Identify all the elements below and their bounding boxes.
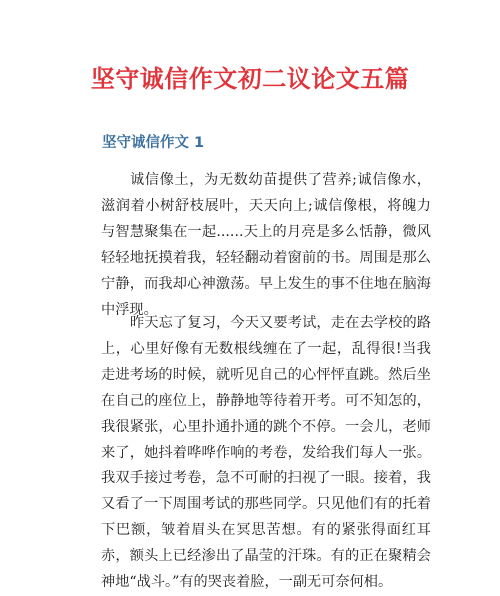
section-heading: 坚守诚信作文 1 (102, 135, 205, 151)
paragraph-1: 诚信像土，为无数幼苗提供了营养;诚信像水，滋润着小树舒枝展叶，天天向上;诚信像根，将魄力与智慧聚集在一起......天上的月亮是多么恬静，微风轻轻地抚摸着我，轻轻翻动着窗前的书。周围是那么宁静，而我却心神激荡。早上发生的事不住地在脑海中浮现。 (101, 172, 431, 318)
paragraph-2: 昨天忘了复习，今天又要考试，走在去学校的路上，心里好像有无数根线缠在了一起，乱得很!当我走进考场的时候，就听见自己的心怦怦直跳。然后坐在自己的座位上，静静地等待着开考。可不知怎的，我很紧张，心里扑通扑通的跳个不停。一会儿，老师来了，她抖着哗哗作响的考卷，发给我们每人一张。我双手接过考卷，急不可耐的扫视了一眼。接着，我又看了一下周围考试的那些同学。只见他们有的托着下巴额，皱着眉头在冥思苦想。有的紧张得面红耳赤，额头上已经渗出了晶莹的汗珠。有的正在聚精会神地“战斗。”有的哭丧着脸，一副无可奈何相。 (101, 315, 431, 591)
page-title: 坚守诚信作文初二议论文五篇 (90, 65, 410, 93)
